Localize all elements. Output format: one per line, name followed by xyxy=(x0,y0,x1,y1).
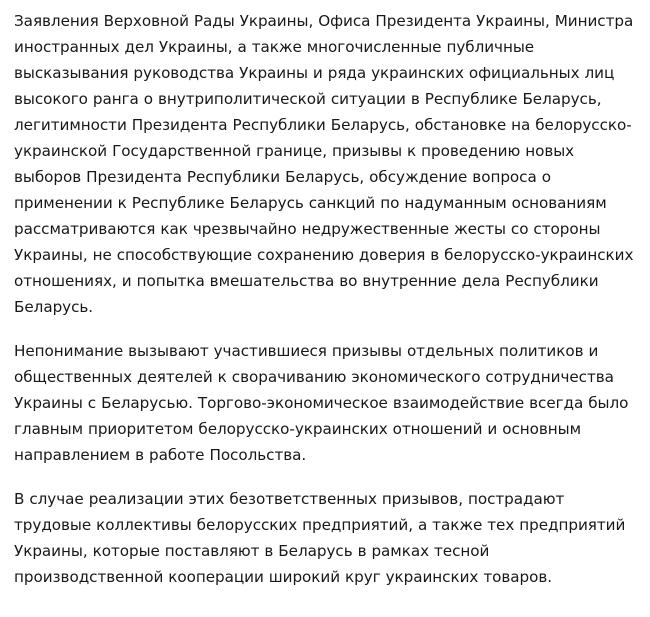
paragraph: В случае реализации этих безответственных призывов, пострадают трудовые коллективы белорусских предприятий, а также тех предприятий Украины, которые поставляют в Беларусь в рамках тесной производственной кооперации широкий круг украинских товаров. xyxy=(14,490,626,586)
paragraph: Заявления Верховной Рады Украины, Офиса Президента Украины, Министра иностранных дел Украины, а также многочисленные публичные высказывания руководства Украины и ряда украинских официальных лиц высокого ранга о внутриполитической ситуации в Республике Беларусь, легитимности Президента Республики Беларусь, обстановке на белорусско-украинской Государственной границе, призывы к проведению новых выборов Президента Республики Беларусь, обсуждение вопроса о применении к Республике Беларусь санкций по надуманным основаниям рассматриваются как чрезвычайно недружественные жесты со стороны Украины, не способствующие сохранению доверия в белорусско-украинских отношениях, и попытка вмешательства во внутренние дела Республики Беларусь. xyxy=(14,12,634,316)
paragraph: Непонимание вызывают участившиеся призывы отдельных политиков и общественных деятелей к сворачиванию экономического сотрудничества Украины с Беларусью. Торгово-экономическое взаимодействие всегда было главным приоритетом белорусско-украинских отношений и основным направлением в работе Посольства. xyxy=(14,342,629,464)
